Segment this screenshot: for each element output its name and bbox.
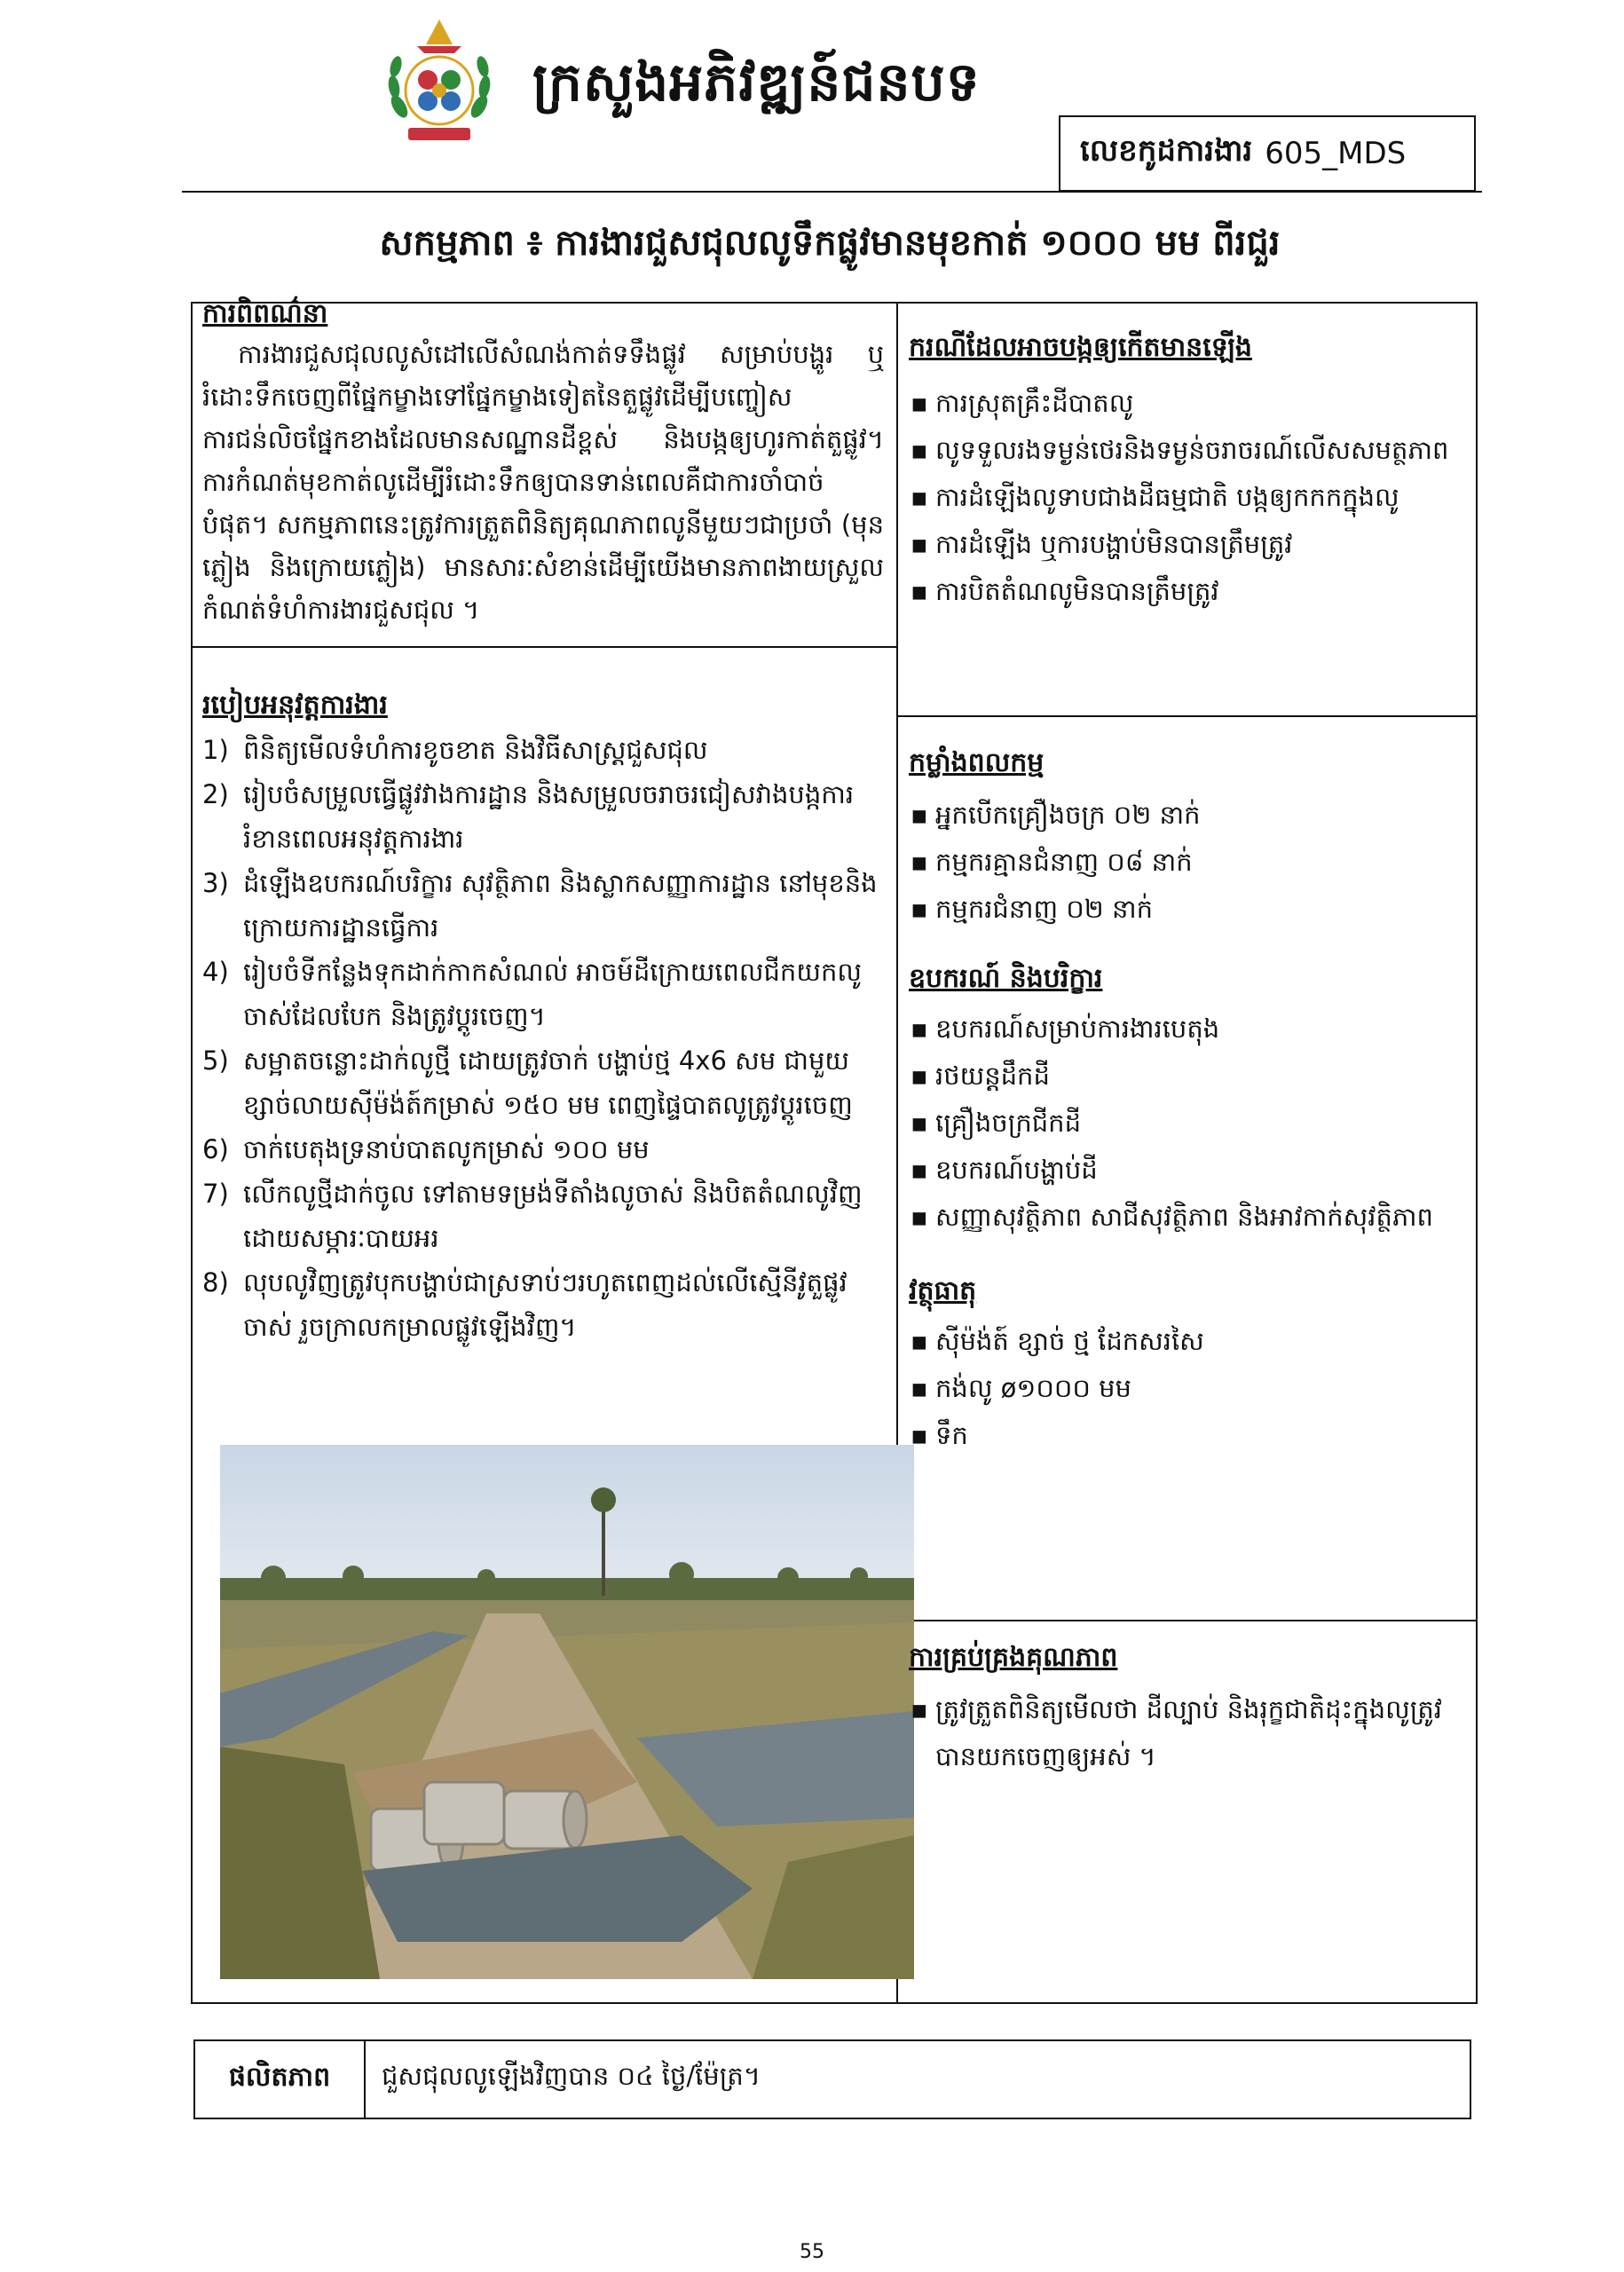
header-divider <box>182 191 1482 193</box>
work-code-label: លេខកូដការងារ <box>1080 133 1253 169</box>
materials-list <box>911 1318 1470 1459</box>
procedure-step: 7) លើកលូថ្មីដាក់ចូល ទៅតាមទម្រង់ទីតាំងលូចាស់ និងបិតតំណលូវិញដោយសម្ភារៈបាយអរ <box>202 1179 863 1253</box>
procedure-steps <box>202 728 890 1349</box>
description-text: ការងារជួសជុលលូសំដៅលើសំណង់កាត់ទទឹងផ្លូវ សម្រាប់បង្ហូរ ឬរំដោះទឹកចេញពីផ្នែកម្ខាងទៅផ្នែកម្ខាងទៀតនៃតួផ្លូវដើម្បីបញ្ចៀសការជន់លិចផ្នែកខាងដែលមានសណ្ឋានដីខ្ពស់ និងបង្កឲ្យហូរកាត់តួផ្លូវ។ ការកំណត់មុខកាត់លូដើម្បីរំដោះទឹកឲ្យបានទាន់ពេលគឺជាការចាំបាច់បំផុត។ សកម្មភាពនេះត្រូវការត្រួតពិនិត្យគុណភាពលូនីមួយៗជាប្រចាំ (មុនភ្លៀង និងក្រោយភ្លៀង) មានសារៈសំខាន់ដើម្បីយើងមានភាពងាយស្រួលកំណត់ទំហំការងារជួសជុល ។ <box>202 339 884 625</box>
list-item: ▪ គ្រឿងចក្រជីកដី <box>911 1108 1081 1138</box>
procedure-step: 8) លុបលូវិញត្រូវបុកបង្ហាប់ជាស្រទាប់ៗរហូតពេញដល់លើស្មើនីវូតួផ្លូវចាស់ រួចក្រាលកម្រាលផ្លូវឡើងវិញ។ <box>202 1267 847 1342</box>
procedure-step: 1) ពិនិត្យមើលទំហំការខូចខាត និងវិធីសាស្ត្រជួសជុល <box>202 735 708 765</box>
causes-title: ករណីដែលអាចបង្កឲ្យកើតមានឡើង <box>909 332 1252 363</box>
list-item: ▪ ត្រូវត្រួតពិនិត្យមើលថា ដីល្បាប់ និងរុក្ខជាតិដុះក្នុងលូត្រូវបានយកចេញឲ្យអស់ ។ <box>911 1694 1442 1771</box>
materials-divider <box>896 1620 1478 1621</box>
ministry-name: ក្រសួងអភិវឌ្ឍន៍ជនបទ <box>532 51 981 114</box>
list-item: ▪ ទឹក <box>911 1420 968 1450</box>
list-item: ▪ កង់លូ ø១០០០ មម <box>911 1373 1131 1403</box>
description-divider <box>191 646 898 648</box>
procedure-step: 2) រៀបចំសម្រួលធ្វើផ្លូវវាងការដ្ឋាន និងសម្រួលចរាចរជៀសវាងបង្កការរំខានពេលអនុវត្តការងារ <box>202 779 855 854</box>
list-item: ▪ លូទទួលរងទម្ងន់ថេរនិងទម្ងន់ចរាចរណ៍លើសសមត្ថភាព <box>911 435 1449 465</box>
list-item: ▪ ឧបករណ៍បង្ហាប់ដី <box>911 1155 1098 1185</box>
procedure-step: 3) ដំឡើងឧបករណ៍បរិក្ខារ សុវត្ថិភាព និងស្លាកសញ្ញាការដ្ឋាន នៅមុខនិងក្រោយការដ្ឋានធ្វើការ <box>202 868 878 943</box>
materials-title: វត្ថុធាតុ <box>909 1275 977 1306</box>
equipment-title: ឧបករណ៍ និងបរិក្ខារ <box>909 963 1103 994</box>
list-item: ▪ ការដំឡើងលូទាបជាងដីធម្មជាតិ បង្កឲ្យកកកក្នុងលូ <box>911 482 1399 512</box>
activity-title: សកម្មភាព ៖ ការងារជួសជុលលូទឹកផ្លូវមានមុខកាត់ ១០០០ មម ពីរជួរ <box>379 223 1281 264</box>
list-item: ▪ ឧបករណ៍សម្រាប់ការងារបេតុង <box>911 1014 1220 1044</box>
list-item: ▪ រថយន្តដឹកដី <box>911 1061 1050 1091</box>
procedure-title: របៀបអនុវត្តការងារ <box>202 690 388 721</box>
labor-list <box>911 792 1470 933</box>
labor-title: កម្លាំងពលកម្ម <box>909 747 1045 778</box>
list-item: ▪ ការស្រុតគ្រឹះដីបាតលូ <box>911 388 1134 418</box>
productivity-table <box>193 2039 1471 2119</box>
list-item: ▪ ការបិតតំណលូមិនបានត្រឹមត្រូវ <box>911 576 1219 606</box>
productivity-label: ផលិតភាព <box>195 2041 366 2118</box>
productivity-value: ជួសជុលលូឡើងវិញបាន ០៤ ថ្ងៃ/ម៉ែត្រ។ <box>382 2061 761 2091</box>
description-title: ការពិពណ៌នា <box>202 298 328 329</box>
equipment-list <box>911 1006 1470 1241</box>
list-item: ▪ ការដំឡើង ឬការបង្ហាប់មិនបានត្រឹមត្រូវ <box>911 529 1293 559</box>
procedure-step: 4) រៀបចំទីកន្លែងទុកដាក់កាកសំណល់ អាចម៍ដីក្រោយពេលជីកយកលូចាស់ដែលបែក និងត្រូវប្តូរចេញ។ <box>202 957 862 1031</box>
work-code-value: 605_MDS <box>1265 136 1407 171</box>
causes-divider <box>896 715 1478 717</box>
causes-list <box>911 380 1470 615</box>
culvert-repair-photo <box>220 1445 914 1979</box>
quality-list <box>911 1686 1461 1780</box>
procedure-step: 5) សម្អាតចន្លោះដាក់លូថ្មី ដោយត្រូវចាក់ បង្ហាប់ថ្ម 4x6 សម ជាមួយខ្សាច់លាយស៊ីម៉ង់ត៍កម្រាស់ ១៥០ មម ពេញផ្ទៃបាតលូត្រូវប្តូរចេញ <box>202 1045 853 1120</box>
list-item: ▪ កម្មករជំនាញ ០២ នាក់ <box>911 894 1153 924</box>
list-item: ▪ អ្នកបើកគ្រឿងចក្រ ០២ នាក់ <box>911 800 1201 830</box>
page-number: 55 <box>800 2241 824 2263</box>
list-item: ▪ ស៊ីម៉ង់ត៍ ខ្សាច់ ថ្ម ដែកសរសៃ <box>911 1326 1204 1356</box>
ministry-logo <box>382 18 497 151</box>
procedure-step: 6) ចាក់បេតុងទ្រនាប់បាតលូកម្រាស់ ១០០ មម <box>202 1134 650 1164</box>
list-item: ▪ កម្មករគ្មានជំនាញ ០៨ នាក់ <box>911 847 1193 877</box>
work-code-box <box>1059 115 1476 192</box>
quality-title: ការគ្រប់គ្រងគុណភាព <box>909 1642 1118 1673</box>
list-item: ▪ សញ្ញាសុវត្ថិភាព សាជីសុវត្ថិភាព និងអាវកាក់សុវត្ថិភាព <box>911 1202 1433 1232</box>
